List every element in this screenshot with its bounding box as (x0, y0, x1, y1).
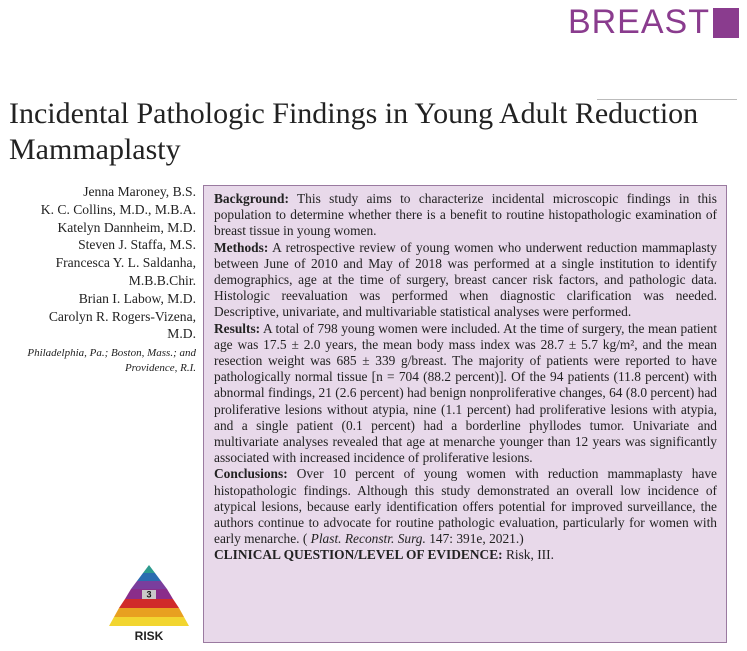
section-color-block (713, 8, 739, 38)
clinical-text: Risk, III. (502, 547, 554, 563)
results-label: Results: (214, 320, 261, 336)
pyramid-layer (137, 573, 161, 581)
author: Francesca Y. L. Saldanha, (55, 255, 196, 271)
abstract-conclusions (214, 466, 717, 547)
pyramid-layer (114, 608, 184, 617)
background-text: This study aims to characterize incidental microscopic findings in this population to determine whether there is a benefit to routine histopathologic examination of breast tissue in young women. (214, 191, 717, 239)
section-label: BREAST (567, 3, 710, 41)
conclusions-label: Conclusions: (214, 466, 288, 482)
author: Steven J. Staffa, M.S. (78, 237, 196, 253)
level-number: 3 (146, 589, 152, 600)
abstract-results (214, 321, 717, 467)
pyramid-layer (109, 617, 189, 626)
author: M.D. (167, 326, 196, 342)
risk-label: RISK (134, 629, 164, 643)
author: K. C. Collins, M.D., M.B.A. (40, 201, 196, 217)
section-tag (568, 4, 739, 40)
citation-volume: 147: 391e, 2021.) (425, 531, 524, 547)
abstract-clinical-question (214, 547, 717, 563)
results-text: A total of 798 young women were included. At the time of surgery, the mean patient age was 17.5 ± 2.0 years, the mean body mass index was 28.7 ± 5.7 kg/m², and the mean resection weight was 685 ± 339 g/breast. The majority of patients were reported to have pathologically normal tissue [n = 704 (88.2 percent)]. Of the 94 patients (11.8 percent) with abnormal findings, 21 (2.6 percent) had benign nonproliferative changes, 64 (8.0 percent) had proliferative lesions without atypia, nine (1.1 percent) had proliferative lesions with atypia, and a single patient (0.1 percent) had a borderline phyllodes tumor. Univariate and multivariate analyses revealed that age at menarche younger than 12 years was significantly associated with increased incidence of proliferative lesions. (214, 320, 717, 466)
pyramid-layer (143, 565, 155, 573)
affiliation: Philadelphia, Pa.; Boston, Mass.; and Providence, R.I. (27, 347, 196, 374)
author: Brian I. Labow, M.D. (78, 290, 196, 306)
author: M.B.B.Chir. (128, 272, 196, 288)
methods-text: A retrospective review of young women who underwent reduction mammaplasty between June of 2010 and May of 2018 was performed at a single institution to identify demographics, age at the time of surgery, breast cancer risk factors, and pathologic data. Histologic reevaluation was performed when diagnostic clarification was needed. Descriptive, univariate, and multivariable statistical analyses were performed. (214, 239, 717, 320)
methods-label: Methods: (214, 239, 269, 255)
risk-evidence-badge (108, 562, 190, 644)
clinical-label: CLINICAL QUESTION/LEVEL OF EVIDENCE: (214, 547, 503, 563)
article-title: Incidental Pathologic Findings in Young Adult Reduction Mammaplasty (9, 97, 699, 166)
abstract-methods (214, 240, 717, 321)
background-label: Background: (214, 191, 289, 206)
author: Jenna Maroney, B.S. (83, 184, 196, 199)
conclusions-text: Over 10 percent of young women with reduction mammaplasty have histopathologic findings. Although this study demonstrated an overall low incidence of atypical lesions, because early identification offers potential for improved surveillance, the authors continue to advocate for routine pathologic evaluation, particularly for women with early menarche. ( (214, 466, 717, 547)
abstract-box (203, 185, 727, 643)
pyramid-layer (119, 599, 179, 608)
author: Katelyn Dannheim, M.D. (57, 219, 196, 235)
author: Carolyn R. Rogers-Vizena, (48, 308, 196, 324)
citation-journal: Plast. Reconstr. Surg. (307, 531, 426, 547)
pyramid-layer (131, 581, 167, 589)
abstract-background (214, 191, 717, 240)
author-list (10, 183, 196, 343)
